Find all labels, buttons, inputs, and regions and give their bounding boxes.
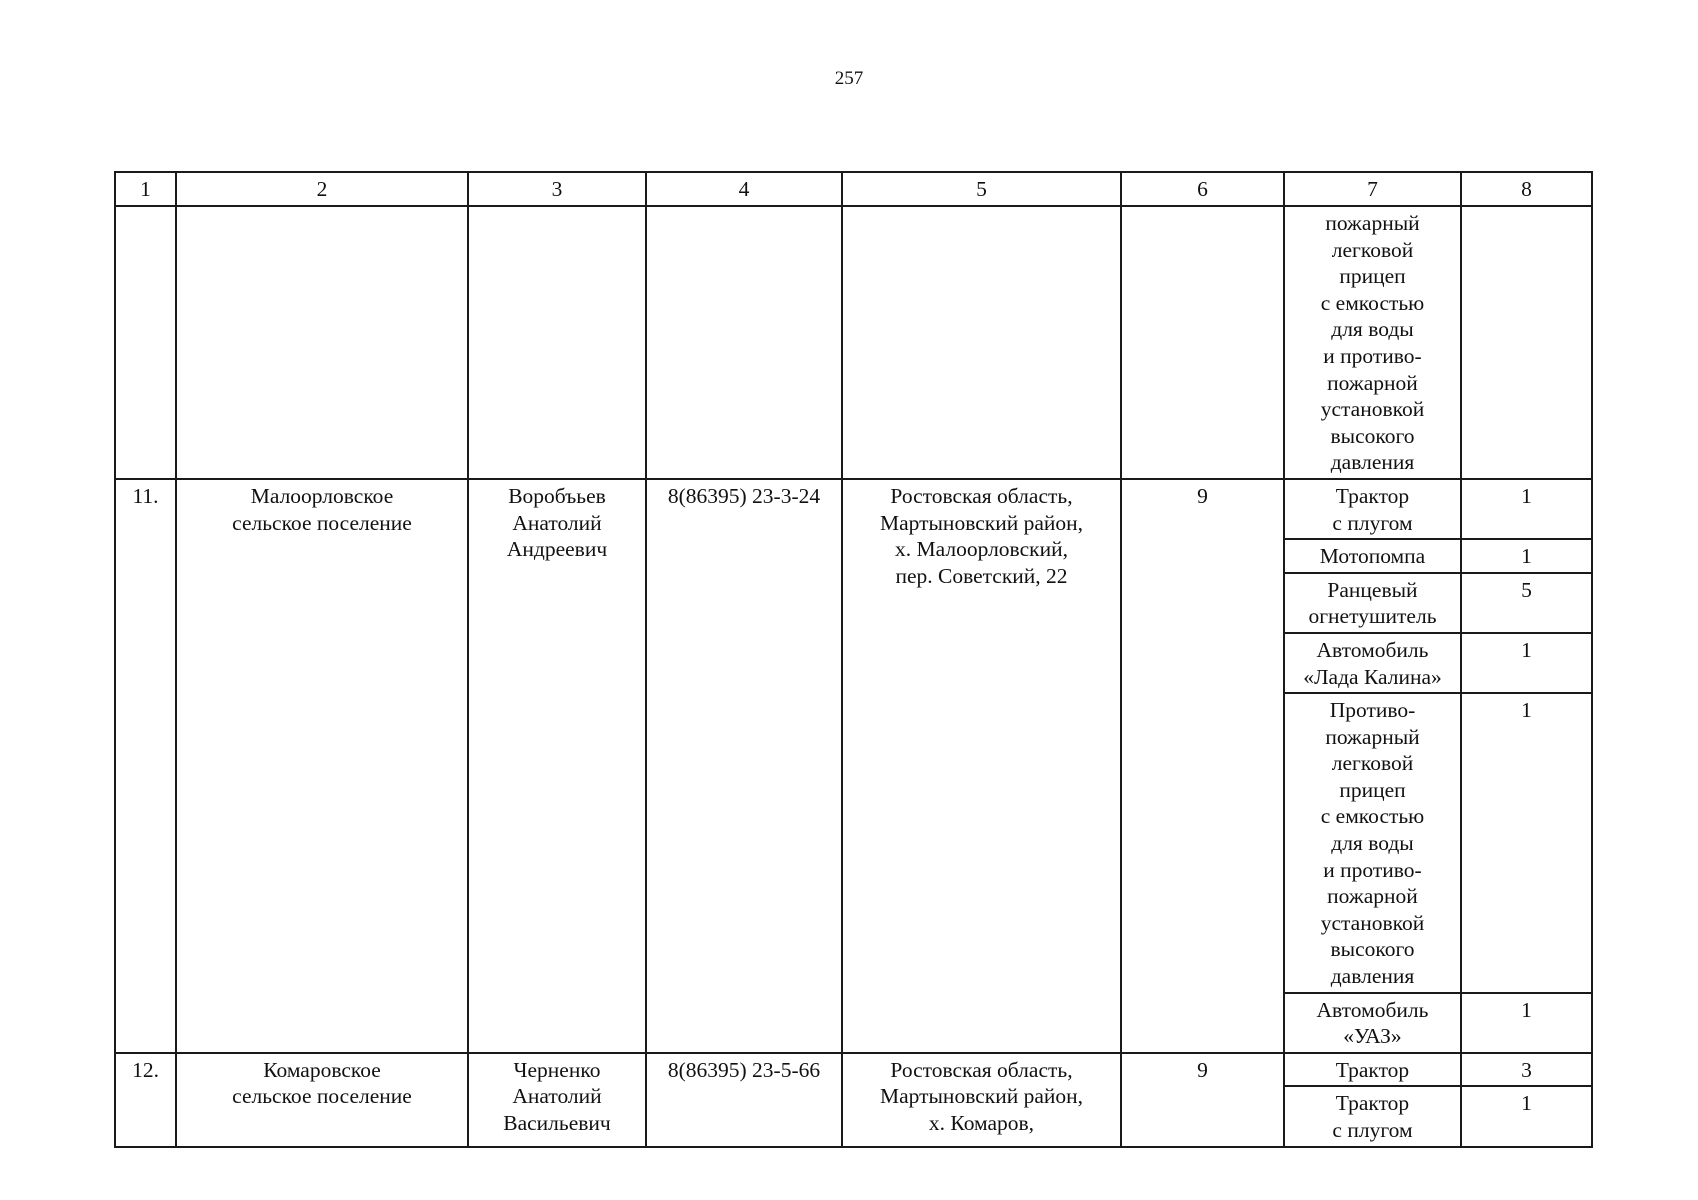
column-header: 6 [1121, 172, 1284, 206]
column-header: 2 [176, 172, 468, 206]
equipment-name-cell: Противо- пожарный легковой прицеп с емкостью для воды и противо- пожарной установкой высокого давления [1284, 693, 1461, 993]
column-header: 1 [115, 172, 176, 206]
equipment-name-cell: Трактор с плугом [1284, 479, 1461, 539]
page-number: 257 [834, 68, 864, 89]
equipment-name-cell: Трактор с плугом [1284, 1086, 1461, 1146]
equipment-name-cell: Трактор [1284, 1053, 1461, 1087]
column-header: 5 [842, 172, 1121, 206]
table-cell [115, 206, 176, 479]
column-header: 7 [1284, 172, 1461, 206]
column-header: 3 [468, 172, 646, 206]
quantity-cell: 1 [1461, 633, 1592, 693]
phone-cell: 8(86395) 23-3-24 [646, 479, 842, 1053]
column-header: 4 [646, 172, 842, 206]
quantity-cell: 1 [1461, 539, 1592, 573]
table-row-continuation [115, 206, 1592, 479]
table-cell [646, 206, 842, 479]
address-cell: Ростовская область, Мартыновский район, х. Комаров, [842, 1053, 1121, 1147]
row-number-cell: 12. [115, 1053, 176, 1147]
table-row [115, 1053, 1592, 1087]
column-6-cell: 9 [1121, 1053, 1284, 1147]
head-name-cell: Воробъьев Анатолий Андреевич [468, 479, 646, 1053]
table-row [115, 479, 1592, 539]
address-cell: Ростовская область, Мартыновский район, х. Малоорловский, пер. Советский, 22 [842, 479, 1121, 1053]
head-name-cell: Черненко Анатолий Васильевич [468, 1053, 646, 1147]
quantity-cell: 1 [1461, 479, 1592, 539]
phone-cell: 8(86395) 23-5-66 [646, 1053, 842, 1147]
quantity-cell: 3 [1461, 1053, 1592, 1087]
table-header-row [115, 172, 1592, 206]
settlement-cell: Комаровское сельское поселение [176, 1053, 468, 1147]
table-cell [842, 206, 1121, 479]
quantity-cell: 1 [1461, 993, 1592, 1053]
equipment-table [114, 171, 1593, 1148]
settlement-cell: Малоорловское сельское поселение [176, 479, 468, 1053]
column-6-cell: 9 [1121, 479, 1284, 1053]
quantity-cell: 1 [1461, 693, 1592, 993]
equipment-name-cell: Ранцевый огнетушитель [1284, 573, 1461, 633]
quantity-cell [1461, 206, 1592, 479]
column-header: 8 [1461, 172, 1592, 206]
equipment-name-cell: Автомобиль «Лада Калина» [1284, 633, 1461, 693]
table-cell [468, 206, 646, 479]
table-cell [1121, 206, 1284, 479]
table-cell [176, 206, 468, 479]
row-number-cell: 11. [115, 479, 176, 1053]
equipment-name-cell: Мотопомпа [1284, 539, 1461, 573]
quantity-cell: 5 [1461, 573, 1592, 633]
equipment-name-cell: Автомобиль «УАЗ» [1284, 993, 1461, 1053]
equipment-name-cell: пожарный легковой прицеп с емкостью для воды и противо- пожарной установкой высокого давления [1284, 206, 1461, 479]
quantity-cell: 1 [1461, 1086, 1592, 1146]
